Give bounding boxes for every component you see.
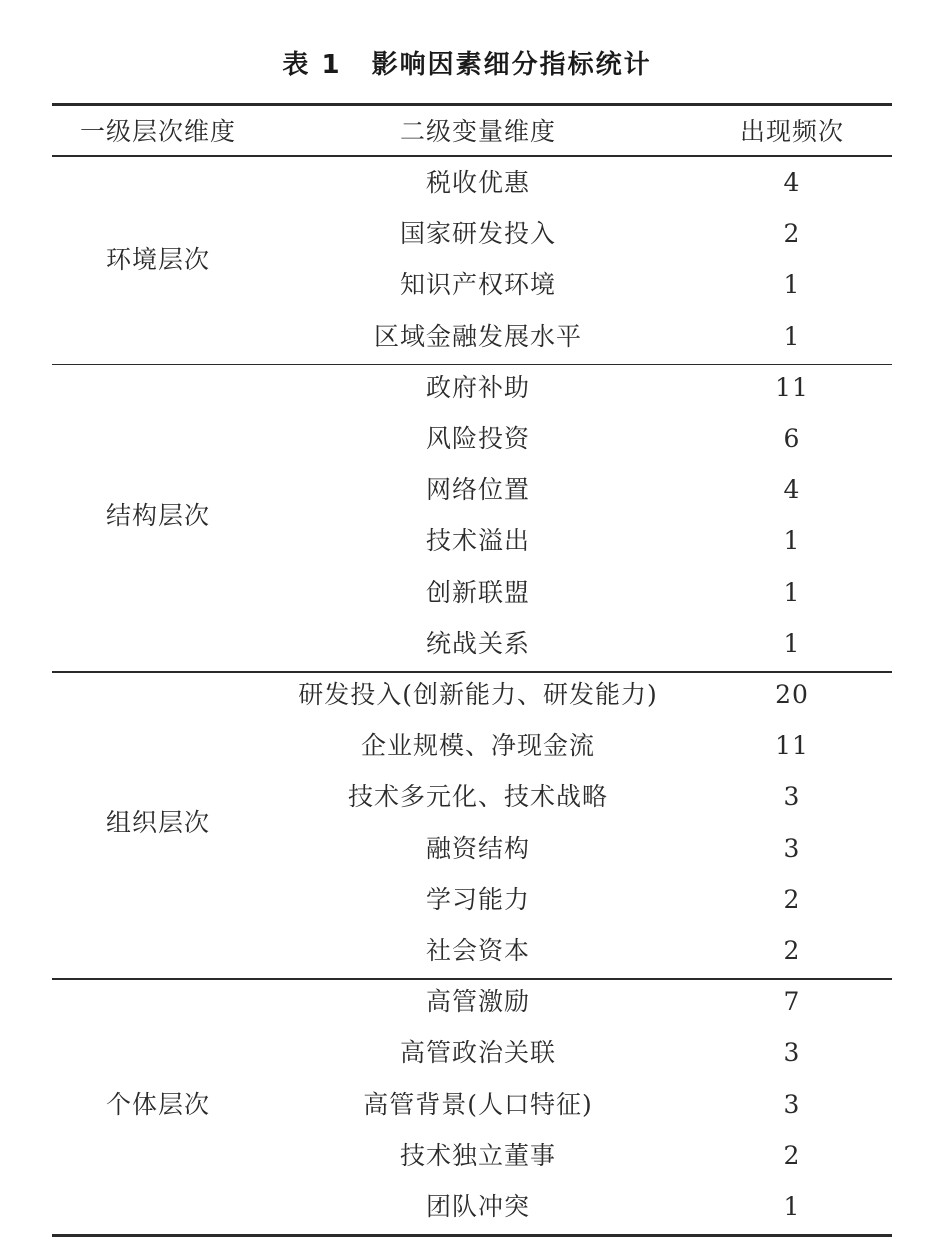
frequency-cell: 1 [783,270,801,300]
frequency-cell: 7 [783,987,801,1017]
level2-cell: 国家研发投入 [399,219,556,249]
frequency-cell: 3 [783,833,801,863]
frequency-cell: 11 [775,731,809,761]
frequency-cell: 4 [783,168,801,197]
table-caption [0,44,934,81]
frequency-cell: 4 [783,475,801,505]
frequency-cell: 1 [783,628,801,658]
level1-cell: 环境层次 [105,244,210,274]
level2-cell: 技术独立董事 [399,1140,556,1170]
level1-cell: 个体层次 [105,1089,210,1119]
level2-cell: 知识产权环境 [399,270,556,300]
frequency-cell: 1 [783,1192,801,1221]
frequency-cell: 2 [783,1140,801,1170]
level2-cell: 高管激励 [425,987,530,1017]
frequency-cell: 3 [783,1038,801,1068]
frequency-cell: 1 [783,321,801,351]
level2-cell: 团队冲突 [425,1192,530,1221]
frequency-cell: 1 [783,577,801,607]
frequency-cell: 11 [775,372,809,402]
table-number: 表 1 [282,50,342,80]
level2-cell: 区域金融发展水平 [373,321,582,351]
level2-cell: 学习能力 [425,884,530,914]
table-title: 影响因素细分指标统计 [371,50,652,80]
level1-cell: 组织层次 [105,808,210,838]
level1-cell: 结构层次 [105,500,210,530]
bottom-rule [52,1234,892,1237]
level2-cell: 技术多元化、技术战略 [347,782,608,812]
frequency-cell: 20 [775,680,809,709]
level2-cell: 融资结构 [425,833,530,863]
level2-cell: 高管政治关联 [399,1038,556,1068]
frequency-cell: 2 [783,219,801,249]
frequency-cell: 2 [783,936,801,965]
level2-cell: 网络位置 [425,475,530,505]
level2-cell: 统战关系 [425,628,530,658]
header-level1: 一级层次维度 [79,117,236,146]
level2-cell: 政府补助 [425,372,530,402]
frequency-cell: 3 [783,782,801,812]
level2-cell: 研发投入(创新能力、研发能力) [298,680,658,709]
frequency-cell: 1 [783,526,801,556]
header-level2: 二级变量维度 [399,117,556,146]
level2-cell: 高管背景(人口特征) [363,1089,593,1119]
frequency-cell: 3 [783,1089,801,1119]
level2-cell: 企业规模、净现金流 [360,731,595,761]
level2-cell: 技术溢出 [425,526,530,556]
level2-cell: 税收优惠 [425,168,530,197]
frequency-cell: 2 [783,884,801,914]
header-frequency: 出现频次 [739,117,844,146]
frequency-cell: 6 [783,424,801,453]
level2-cell: 风险投资 [425,424,530,453]
level2-cell: 创新联盟 [425,577,530,607]
level2-cell: 社会资本 [425,936,530,965]
